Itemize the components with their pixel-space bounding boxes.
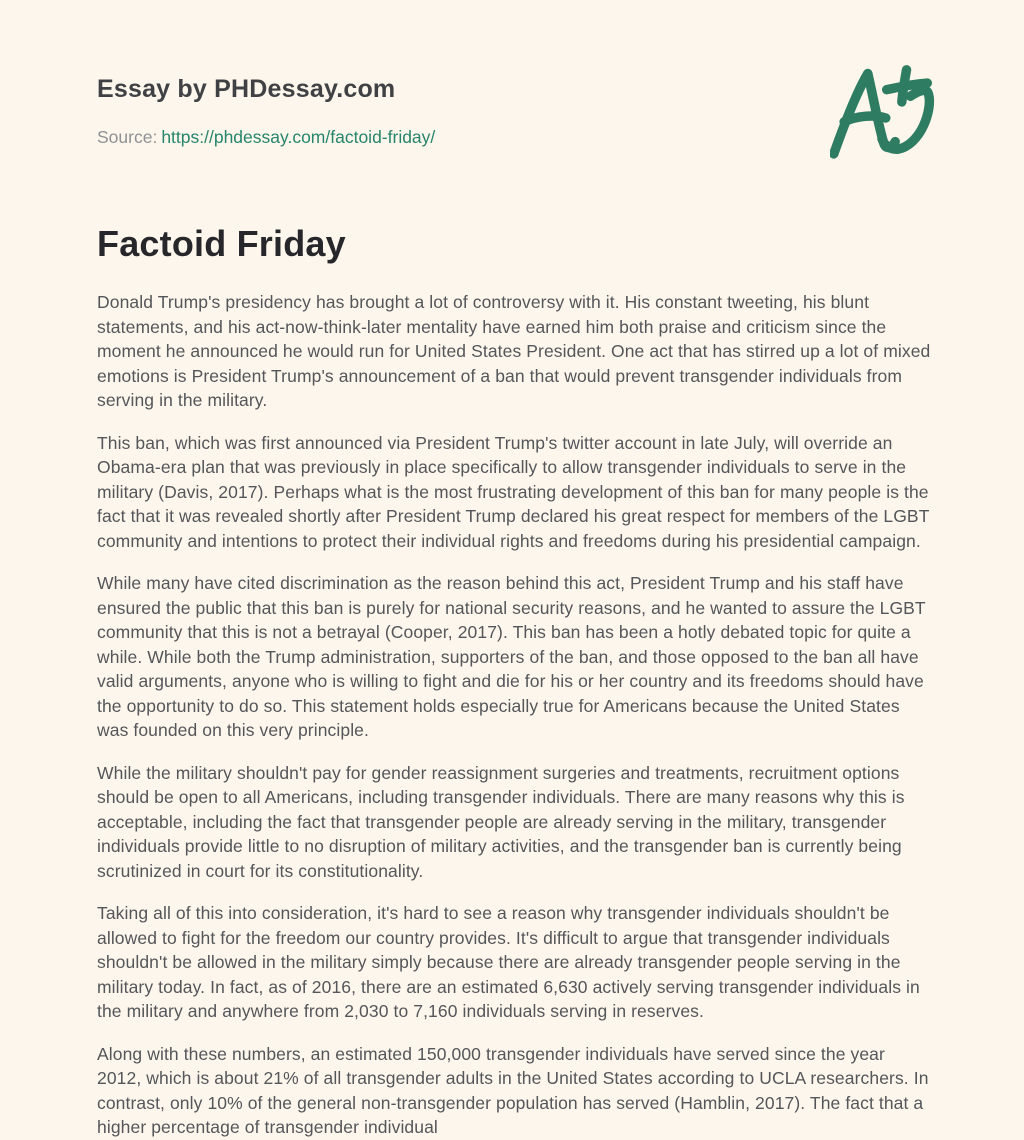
source-label: Source:: [97, 127, 158, 147]
essay-title: Factoid Friday: [97, 223, 346, 264]
essay-paragraph: While the military shouldn't pay for gender reassignment surgeries and treatments, recruitment options should be open to all Americans, including transgender individuals. There are many reasons why this is acceptable, including the fact that transgender people are already serving in the military, transgender individuals provide little to no disruption of military activities, and the transgender ban is currently being scrutinized in court for its constitutionality.: [97, 762, 905, 881]
essay-body: [97, 290, 933, 1140]
source-row: [97, 126, 933, 148]
essay-paragraph: This ban, which was first announced via President Trump's twitter account in late July, will override an Obama-era plan that was previously in place specifically to allow transgender individuals to serve in the military (Davis, 2017). Perhaps what is the most frustrating development of this ban for many people is the fact that it was revealed shortly after President Trump declared his great respect for members of the LGBT community and intentions to protect their individual rights and freedoms during his presidential campaign.: [97, 432, 930, 551]
essay-paragraph: Taking all of this into consideration, it's hard to see a reason why transgender individuals shouldn't be allowed to fight for the freedom our country provides. It's difficult to argue that transgender individuals shouldn't be allowed in the military simply because there are already transgender people serving in the military today. In fact, as of 2016, there are an estimated 6,630 actively serving transgender individuals in the military and anywhere from 2,030 to 7,160 individuals serving in reserves.: [97, 903, 920, 1021]
essay-paragraph: Donald Trump's presidency has brought a lot of controversy with it. His constant tweeting, his blunt statements, and his act-now-think-later mentality have earned him both praise and criticism since the moment he announced he would run for United States President. One act that has stirred up a lot of mixed emotions is President Trump's announcement of a ban that would prevent transgender individuals from serving in the military.: [97, 292, 931, 410]
site-title: Essay by PHDessay.com: [97, 75, 396, 103]
source-url-link[interactable]: https://phdessay.com/factoid-friday/: [161, 127, 436, 147]
essay-paragraph: Along with these numbers, an estimated 150,000 transgender individuals have served since the year 2012, which is about 21% of all transgender adults in the United States according to UCLA researchers. In contrast, only 10% of the general non-transgender population has served (Hamblin, 2017). The fact that a higher percentage of transgender individual: [97, 1043, 929, 1137]
essay-paragraph: While many have cited discrimination as the reason behind this act, President Trump and his staff have ensured the public that this ban is purely for national security reasons, and he wanted to assure the LGBT community that this is not a betrayal (Cooper, 2017). This ban has been a hotly debated topic for quite a while. While both the Trump administration, supporters of the ban, and those opposed to the ban all have valid arguments, anyone who is willing to fight and die for his or her country and its freedoms should have the opportunity to do so. This statement holds especially true for Americans because the United States was founded on this very principle.: [97, 573, 926, 740]
